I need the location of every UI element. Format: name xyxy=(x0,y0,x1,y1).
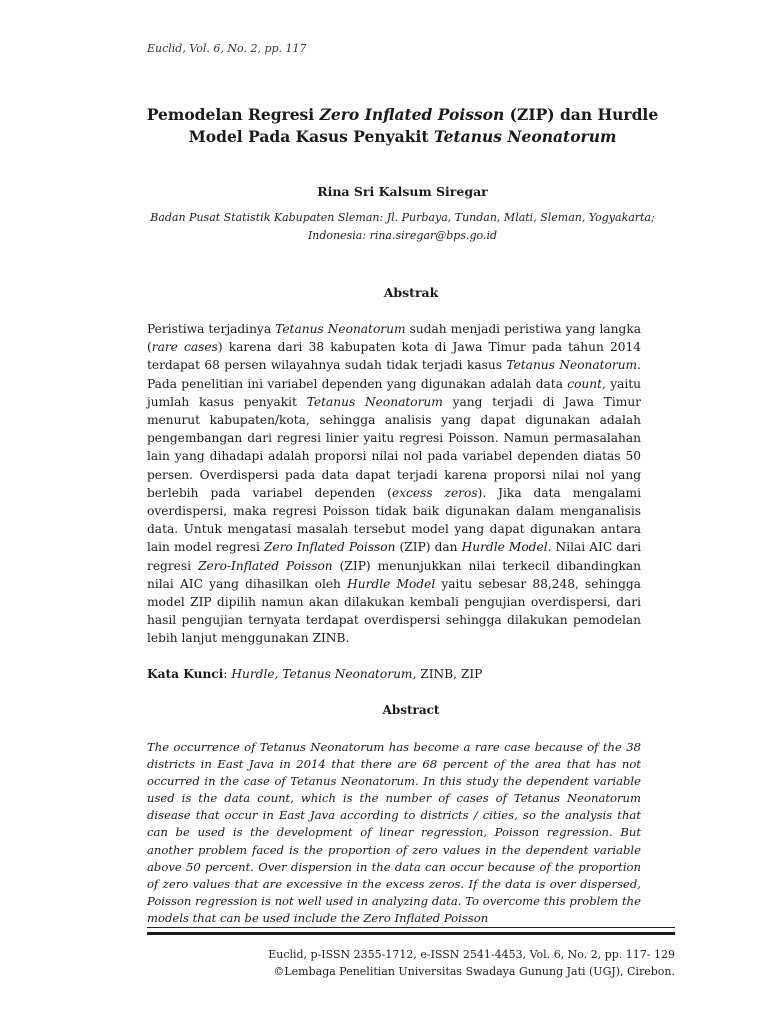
abstrak-italic-segment: count xyxy=(567,376,603,391)
title-part: Model Pada Kasus Penyakit xyxy=(188,127,434,146)
abstrak-segment: ). Jika data mengalami overdispersi, maka regresi Poisson tidak baik digunakan dalam menganalisis data. Untuk mengatasi masalah tersebut model yang dapat digunakan antara lain model regresi xyxy=(147,485,641,555)
abstrak-segment: , yaitu jumlah kasus penyakit xyxy=(147,376,642,409)
abstrak-italic-segment: Tetanus Neonatorum xyxy=(275,322,406,336)
footer-citation: Euclid, p-ISSN 2355-1712, e-ISSN 2541-4453, Vol. 6, No. 2, pp. 117- 129 xyxy=(268,948,675,961)
abstrak-heading: Abstrak xyxy=(383,285,439,300)
abstrak-text xyxy=(147,320,641,648)
abstrak-italic-segment: excess zeros xyxy=(391,485,478,500)
abstrak-italic-segment: Hurdle Model xyxy=(461,540,548,555)
abstrak-italic-segment: Hurdle Model xyxy=(347,576,436,591)
author-affiliation xyxy=(130,209,675,245)
abstrak-italic-segment: Tetanus Neonatorum xyxy=(306,394,443,409)
keywords-label: Kata Kunci xyxy=(147,667,224,681)
abstrak-italic-segment: Tetanus Neonatorum xyxy=(506,358,638,373)
keywords xyxy=(147,667,675,681)
affiliation-line: Badan Pusat Statistik Kabupaten Sleman: Jl. Purbaya, Tundan, Mlati, Sleman, Yogyakarta; xyxy=(150,211,655,224)
keywords-italic: Hurdle, Tetanus Neonatorum, xyxy=(231,667,417,681)
abstrak-segment: yang terjadi di Jawa Timur menurut kabupaten/kota, sehingga analisis yang dapat digunakan adalah pengembangan dari regresi linier yaitu regresi Poisson. Namun permasalahan lain yang dihadapi adalah proporsi nilai nol pada variabel dependen diatas 50 persen. Overdispersi pada data dapat terjadi karena proporsi nilai nol yang berlebih pada variabel dependen ( xyxy=(147,394,641,500)
title-italic-part: Tetanus Neonatorum xyxy=(433,127,617,146)
title-part: Pemodelan Regresi xyxy=(146,105,320,124)
author-name: Rina Sri Kalsum Siregar xyxy=(317,184,488,199)
abstrak-italic-segment: rare cases xyxy=(151,340,218,355)
title-part: (ZIP) dan Hurdle xyxy=(504,105,659,124)
title-italic-part: Zero Inflated Poisson xyxy=(319,105,505,124)
abstrak-segment: ) karena dari 38 kabupaten kota di Jawa Timur pada tahun 2014 terdapat 68 persen wilayahnya sudah tidak terjadi kasus xyxy=(147,340,641,373)
abstrak-segment: sudah menjadi peristiwa yang langka ( xyxy=(147,322,641,355)
abstrak-segment: yaitu sebesar 88,248, sehingga model ZIP dipilih namun akan dilakukan kembali pengujian overdispersi, dari hasil pengujian ternyata terdapat overdispersi sehingga dilakukan pemodelan lebih lanjut menggunakan ZINB. xyxy=(147,576,641,646)
abstrak-italic-segment: Zero Inflated Poisson xyxy=(263,540,396,555)
affiliation-line: Indonesia: rina.siregar@bps.go.id xyxy=(307,229,498,242)
running-head: Euclid, Vol. 6, No. 2, pp. 117 xyxy=(147,42,307,55)
page-footer xyxy=(147,946,675,980)
keywords-colon: : xyxy=(223,667,232,681)
abstract-english-text: The occurrence of Tetanus Neonatorum has become a rare case because of the 38 districts in East Java in 2014 that there are 68 percent of the area that has not occurred in the case of Tetanus Neonatorum. In this study the dependent variable used is the data count, which is the number of cases of Tetanus Neonatorum disease that occur in East Java according to districts / cities, so the analysis that can be used is the development of linear regression, Poisson regression. But another problem faced is the proportion of zero values in the dependent variable above 50 percent. Over dispersion in the data can occur because of the proportion of zero values that are excessive in the excess zeros. If the data is over dispersed, Poisson regression is not well used in analyzing data. To overcome this problem the models that can be used include the Zero Inflated Poisson xyxy=(147,740,641,925)
abstrak-segment: (ZIP) dan xyxy=(395,540,462,555)
paper-title xyxy=(120,104,685,148)
abstrak-segment: (ZIP) menunjukkan nilai terkecil dibandingkan nilai AIC yang dihasilkan oleh xyxy=(147,558,642,591)
footer-divider-thin xyxy=(147,927,675,928)
abstrak-segment: Peristiwa terjadinya xyxy=(147,322,276,336)
abstract-heading: Abstract xyxy=(382,703,440,717)
abstrak-segment: . Nilai AIC dari regresi xyxy=(147,540,642,573)
footer-copyright: ©Lembaga Penelitian Universitas Swadaya Gunung Jati (UGJ), Cirebon. xyxy=(273,965,675,978)
abstrak-segment: . Pada penelitian ini variabel dependen yang digunakan adalah data xyxy=(147,358,641,391)
footer-divider-thick xyxy=(147,932,675,935)
keywords-plain: ZINB, ZIP xyxy=(416,667,483,681)
abstrak-italic-segment: Zero-Inflated Poisson xyxy=(198,558,333,573)
